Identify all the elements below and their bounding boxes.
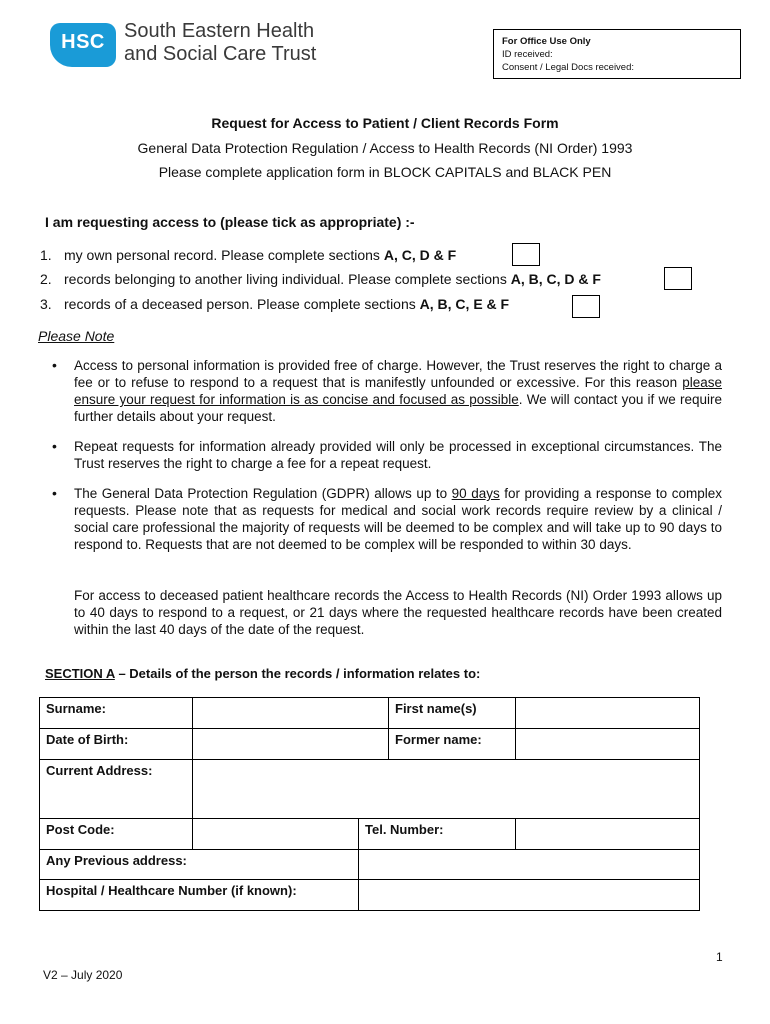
tel-label: Tel. Number:: [359, 819, 516, 850]
trust-name-line2: and Social Care Trust: [124, 43, 317, 65]
version-label: V2 – July 2020: [43, 968, 123, 982]
request-heading: I am requesting access to (please tick as appropriate) :-: [45, 214, 415, 230]
option-3-number: 3.: [40, 296, 52, 312]
section-a-title: – Details of the person the records / information relates to:: [114, 666, 481, 681]
option-3-text: records of a deceased person. Please complete sections: [64, 296, 420, 312]
tel-field[interactable]: [516, 819, 700, 850]
former-name-field[interactable]: [516, 729, 700, 760]
former-name-label: Former name:: [389, 729, 516, 760]
note-repeat-requests: Repeat requests for information already provided will only be processed in exceptional circumstances. The Trust reserves the right to charge a fee for a repeat request.: [74, 439, 722, 471]
note-fees-underlined: please ensure your request for information is as concise and focused as possible: [74, 375, 722, 407]
note-gdpr: [74, 485, 722, 553]
form-instruction: Please complete application form in BLOCK CAPITALS and BLACK PEN: [158, 164, 612, 180]
please-note-heading: Please Note: [38, 328, 115, 344]
option-1-number: 1.: [40, 247, 52, 263]
option-3: [40, 296, 509, 312]
option-1-text: my own personal record. Please complete sections: [64, 247, 384, 263]
office-id-received: ID received:: [502, 49, 553, 60]
dob-label: Date of Birth:: [40, 729, 193, 760]
post-code-label: Post Code:: [40, 819, 193, 850]
surname-label: Surname:: [40, 698, 193, 729]
office-use-box: [493, 29, 741, 79]
bullet-2-marker: •: [52, 438, 57, 454]
hospital-number-label: Hospital / Healthcare Number (if known):: [40, 880, 359, 911]
post-code-field[interactable]: [193, 819, 359, 850]
prev-address-field[interactable]: [359, 850, 700, 880]
row-dob: [40, 729, 700, 760]
first-names-label: First name(s): [389, 698, 516, 729]
form-title: Request for Access to Patient / Client Records Form: [211, 115, 559, 131]
option-1-checkbox[interactable]: [512, 243, 540, 266]
option-1: [40, 247, 456, 263]
surname-field[interactable]: [193, 698, 389, 729]
note-deceased: For access to deceased patient healthcare records the Access to Health Records (NI) Order 1993 allows up to 40 days to respond to a request, or 21 days where the requested healthcare records have been created within the last 40 days of the date of the request.: [74, 588, 722, 637]
note-gdpr-text-2: for providing a response to complex requests. Please note that as requests for medical and social work records require review by a clinical / social care professional the majority of requests will be deemed to be complex and will take up to 90 days to respond to. Requests that are not deemed to be complex will be responded to within 30 days.: [74, 486, 722, 552]
office-consent-received: Consent / Legal Docs received:: [502, 62, 635, 73]
section-a-label: SECTION A: [45, 666, 115, 681]
row-surname: [40, 698, 700, 729]
option-3-checkbox[interactable]: [572, 295, 600, 318]
option-2: [40, 271, 601, 287]
option-2-text: records belonging to another living individual. Please complete sections: [64, 271, 511, 287]
option-1-sections: A, C, D & F: [383, 247, 457, 263]
page-number: 1: [716, 950, 723, 964]
option-2-sections: A, B, C, D & F: [510, 271, 601, 287]
note-fees-text-1: Access to personal information is provided free of charge. However, the Trust reserves the right to charge a fee or to refuse to respond to a request that is manifestly unfounded or excessive. For this reason: [74, 358, 722, 390]
address-field[interactable]: [193, 760, 700, 819]
trust-name-line1: South Eastern Health: [124, 20, 315, 42]
trust-name: [124, 20, 316, 66]
row-postcode: [40, 819, 700, 850]
bullet-3-marker: •: [52, 485, 57, 501]
hospital-number-field[interactable]: [359, 880, 700, 911]
row-prev-address: [40, 850, 700, 880]
option-2-number: 2.: [40, 271, 52, 287]
first-names-field[interactable]: [516, 698, 700, 729]
office-use-title: For Office Use Only: [502, 36, 591, 47]
logo-text: HSC: [61, 31, 105, 53]
option-3-sections: A, B, C, E & F: [419, 296, 510, 312]
bullet-1-marker: •: [52, 357, 57, 373]
dob-field[interactable]: [193, 729, 389, 760]
address-label: Current Address:: [40, 760, 193, 819]
form-subtitle: General Data Protection Regulation / Access to Health Records (NI Order) 1993: [137, 140, 633, 156]
note-gdpr-underlined: 90 days: [451, 486, 500, 501]
prev-address-label: Any Previous address:: [40, 850, 359, 880]
note-fees: [74, 357, 722, 425]
note-gdpr-text-1: The General Data Protection Regulation (GDPR) allows up to: [74, 486, 452, 501]
section-a-table: [39, 697, 700, 911]
note-fees-text-2: . We will contact you if we require further details about your request.: [74, 392, 722, 424]
row-hospital-number: [40, 880, 700, 911]
row-address: [40, 760, 700, 819]
section-a-heading: [45, 666, 480, 681]
option-2-checkbox[interactable]: [664, 267, 692, 290]
